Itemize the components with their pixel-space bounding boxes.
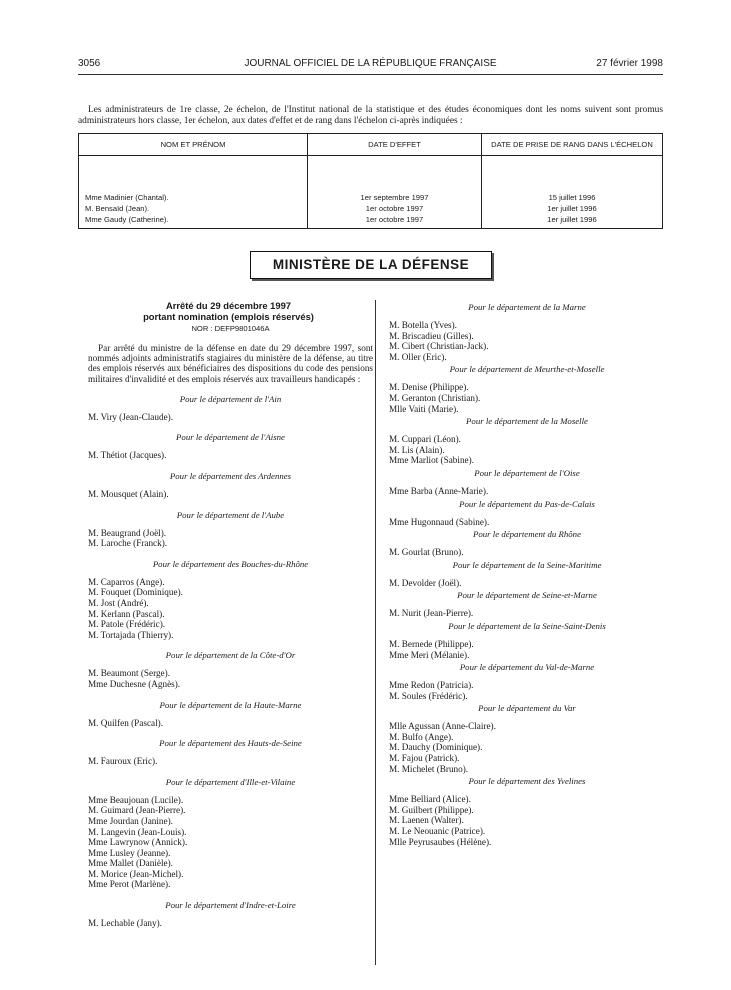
nor-reference: NOR : DEFP9801046A	[191, 324, 270, 333]
appointee-name: M. Briscadieu (Gilles).	[389, 330, 474, 341]
appointee-name: M. Laroche (Franck).	[88, 538, 168, 549]
appointee-name: M. Oller (Eric).	[389, 351, 447, 362]
department-group	[389, 499, 665, 528]
appointee-name: M. Bulfo (Ange).	[389, 731, 454, 742]
arrete-title-line1: Arrêté du 29 décembre 1997	[165, 300, 292, 311]
department-group	[389, 621, 665, 660]
appointee-name: M. Lis (Alain).	[389, 444, 445, 455]
department-group	[88, 900, 373, 929]
appointee-name: Mme Hugonnaud (Sabine).	[389, 516, 490, 527]
department-heading: Pour le département des Bouches-du-Rhône	[152, 558, 309, 569]
table-body-row	[79, 156, 663, 229]
department-group	[389, 529, 665, 558]
department-group	[88, 432, 373, 461]
appointee-name: M. Viry (Jean-Claude).	[88, 411, 174, 422]
appointee-name: M. Fouquet (Dominique).	[88, 587, 183, 598]
table-header-row	[79, 134, 663, 156]
department-group	[389, 662, 665, 701]
issue-date: 27 février 1998	[596, 58, 663, 69]
appointee-name: M. Quilfen (Pascal).	[88, 717, 164, 728]
appointee-name: M. Fauroux (Eric).	[88, 756, 158, 767]
appointee-name: M. Beaumont (Serge).	[88, 668, 170, 679]
appointee-name: M. Langevin (Jean-Louis).	[88, 826, 187, 837]
appointee-name: M. Cuppari (Léon).	[389, 434, 461, 445]
appointee-name: Mme Barba (Anne-Marie).	[389, 485, 489, 496]
appointee-name: Mme Duchesne (Agnès).	[88, 678, 181, 689]
appointee-name: Mme Lawrynow (Annick).	[88, 837, 188, 848]
appointee-name: M. Michelet (Bruno).	[389, 763, 469, 774]
department-heading: Pour le département de la Haute-Marne	[159, 699, 302, 710]
page-number: 3056	[78, 58, 101, 69]
appointee-name: Mme Meri (Mélanie).	[389, 649, 470, 660]
department-group	[389, 364, 665, 414]
department-heading: Pour le département du Val-de-Marne	[459, 662, 595, 673]
arrete-title-line2: portant nomination (emplois réservés)	[143, 311, 314, 322]
appointee-name: Mme Redon (Patricia).	[389, 680, 474, 691]
department-heading: Pour le département de Meurthe-et-Moselle	[449, 364, 605, 375]
department-group	[389, 590, 665, 619]
intro-paragraph: Les administrateurs de 1re classe, 2e échelon, de l'Institut national de la statistique et des études économiques dont les noms suivent sont promus administrateurs hors classe, 1er échelon, aux dates d'effet et de rang dans l'échelon ci-après indiquées :	[78, 105, 663, 126]
department-group	[389, 416, 665, 466]
department-group	[88, 510, 373, 549]
table-cell: Mme Madinier (Chantal).	[85, 193, 169, 202]
journal-title: JOURNAL OFFICIEL DE LA RÉPUBLIQUE FRANÇAISE	[244, 58, 497, 69]
right-column	[389, 300, 665, 847]
department-heading: Pour le département des Ardennes	[169, 471, 292, 481]
names-cell	[79, 156, 308, 229]
department-heading: Pour le département de la Côte-d'Or	[165, 650, 296, 661]
table-cell: 1er octobre 1997	[365, 215, 424, 224]
appointee-name: Mlle Peyrusaubes (Hélène).	[389, 836, 492, 847]
department-heading: Pour le département d'Indre-et-Loire	[165, 900, 296, 911]
department-heading: Pour le département de la Marne	[468, 302, 586, 312]
table-cell: 1er juillet 1996	[547, 215, 597, 224]
department-group	[88, 471, 373, 500]
rank-dates-cell	[482, 156, 663, 229]
department-heading: Pour le département des Hauts-de-Seine	[159, 738, 302, 749]
appointee-name: Mme Mallet (Danièle).	[88, 858, 173, 869]
column-header-rank-date: DATE DE PRISE DE RANG DANS L'ÉCHELON	[482, 134, 663, 156]
header-rule	[78, 74, 663, 75]
department-group	[389, 560, 665, 589]
department-heading: Pour le département de l'Aisne	[176, 432, 285, 443]
appointee-name: M. Dauchy (Dominique).	[389, 742, 483, 753]
department-heading: Pour le département des Yvelines	[468, 776, 586, 787]
appointee-name: M. Gourlat (Bruno).	[389, 547, 464, 558]
department-heading: Pour le département du Pas-de-Calais	[459, 498, 595, 509]
arrete-paragraph: Par arrêté du ministre de la défense en date du 29 décembre 1997, sont nommés adjoints administratifs stagiaires du ministère de la défense, au titre des emplois réservés aux bénéficiaires des dispositions du code des pensions militaires d'invalidité et des emplois réservés aux travailleurs handicapés :	[88, 343, 373, 384]
department-group	[389, 302, 665, 362]
department-group	[389, 468, 665, 497]
department-heading: Pour le département du Rhône	[473, 529, 581, 540]
appointee-name: M. Le Neouanic (Patrice).	[389, 826, 486, 837]
department-heading: Pour le département de la Seine-Saint-Denis	[448, 620, 606, 631]
effect-dates-cell	[308, 156, 482, 229]
appointee-name: M. Nurit (Jean-Pierre).	[389, 608, 474, 619]
appointee-name: M. Jost (André).	[88, 597, 149, 608]
appointee-name: Mme Lusley (Jeanne).	[88, 847, 171, 858]
appointee-name: Mme Jourdan (Janine).	[88, 815, 173, 826]
department-heading: Pour le département de Seine-et-Marne	[457, 590, 597, 601]
appointee-name: M. Guilbert (Philippe).	[389, 804, 474, 815]
page-header	[78, 58, 663, 72]
department-group	[389, 776, 665, 847]
department-group	[88, 777, 373, 890]
appointee-name: M. Kerlann (Pascal).	[88, 608, 165, 619]
department-group	[88, 394, 373, 423]
left-column	[88, 300, 373, 929]
table-cell: M. Bensaïd (Jean).	[85, 204, 150, 213]
appointee-name: Mme Perot (Marlène).	[88, 879, 171, 890]
appointee-name: M. Morice (Jean-Michel).	[88, 868, 184, 879]
appointee-name: M. Lechable (Jany).	[88, 918, 162, 929]
appointee-name: M. Bernede (Philippe).	[389, 638, 474, 649]
department-heading: Pour le département d'Ille-et-Vilaine	[165, 776, 296, 787]
right-department-list	[389, 302, 665, 847]
appointee-name: Mlle Vaiti (Marie).	[389, 403, 459, 414]
appointee-name: M. Fajou (Patrick).	[389, 753, 460, 764]
table-cell: Mme Gaudy (Catherine).	[85, 215, 169, 224]
department-heading: Pour le département de l'Oise	[474, 467, 580, 478]
department-group	[88, 650, 373, 689]
appointee-name: M. Beaugrand (Joël).	[88, 527, 167, 538]
promotion-table	[78, 133, 663, 229]
department-group	[389, 703, 665, 774]
department-group	[88, 738, 373, 767]
appointee-name: M. Guimard (Jean-Pierre).	[88, 805, 186, 816]
appointee-name: M. Denise (Philippe).	[389, 382, 469, 393]
table-cell: 15 juillet 1996	[548, 193, 596, 202]
appointee-name: M. Geranton (Christian).	[389, 392, 481, 403]
appointee-name: M. Patole (Frédéric).	[88, 619, 166, 630]
appointee-name: Mme Beaujouan (Lucile).	[88, 794, 184, 805]
appointee-name: Mme Belliard (Alice).	[389, 794, 471, 805]
column-divider	[375, 300, 376, 965]
table-cell: 1er juillet 1996	[547, 204, 597, 213]
appointee-name: Mlle Agussan (Anne-Claire).	[389, 721, 496, 732]
appointee-name: M. Cibert (Christian-Jack).	[389, 341, 489, 352]
department-group	[88, 559, 373, 641]
appointee-name: M. Tortajada (Thierry).	[88, 629, 174, 640]
column-header-effect-date: DATE D'EFFET	[308, 134, 482, 156]
appointee-name: M. Botella (Yves).	[389, 320, 457, 330]
department-heading: Pour le département de l'Ain	[179, 393, 282, 404]
appointee-name: M. Caparros (Ange).	[88, 576, 165, 587]
appointee-name: M. Soules (Frédéric).	[389, 690, 468, 701]
department-heading: Pour le département de l'Aube	[176, 509, 285, 520]
appointee-name: Mme Marliot (Sabine).	[389, 455, 474, 466]
department-heading: Pour le département de la Moselle	[466, 416, 588, 427]
department-group	[88, 700, 373, 729]
appointee-name: M. Mousquet (Alain).	[88, 489, 169, 499]
column-header-name: NOM ET PRÉNOM	[79, 134, 308, 156]
department-heading: Pour le département de la Seine-Maritime	[452, 559, 602, 570]
appointee-name: M. Devolder (Joël).	[389, 577, 462, 588]
ministry-heading: MINISTÈRE DE LA DÉFENSE	[250, 251, 492, 279]
table-cell: 1er octobre 1997	[365, 204, 424, 213]
left-department-list	[88, 394, 373, 929]
table-cell: 1er septembre 1997	[360, 193, 429, 202]
appointee-name: M. Laenen (Walter).	[389, 815, 464, 826]
department-heading: Pour le département du Var	[478, 703, 576, 714]
appointee-name: M. Thétiot (Jacques).	[88, 450, 167, 461]
